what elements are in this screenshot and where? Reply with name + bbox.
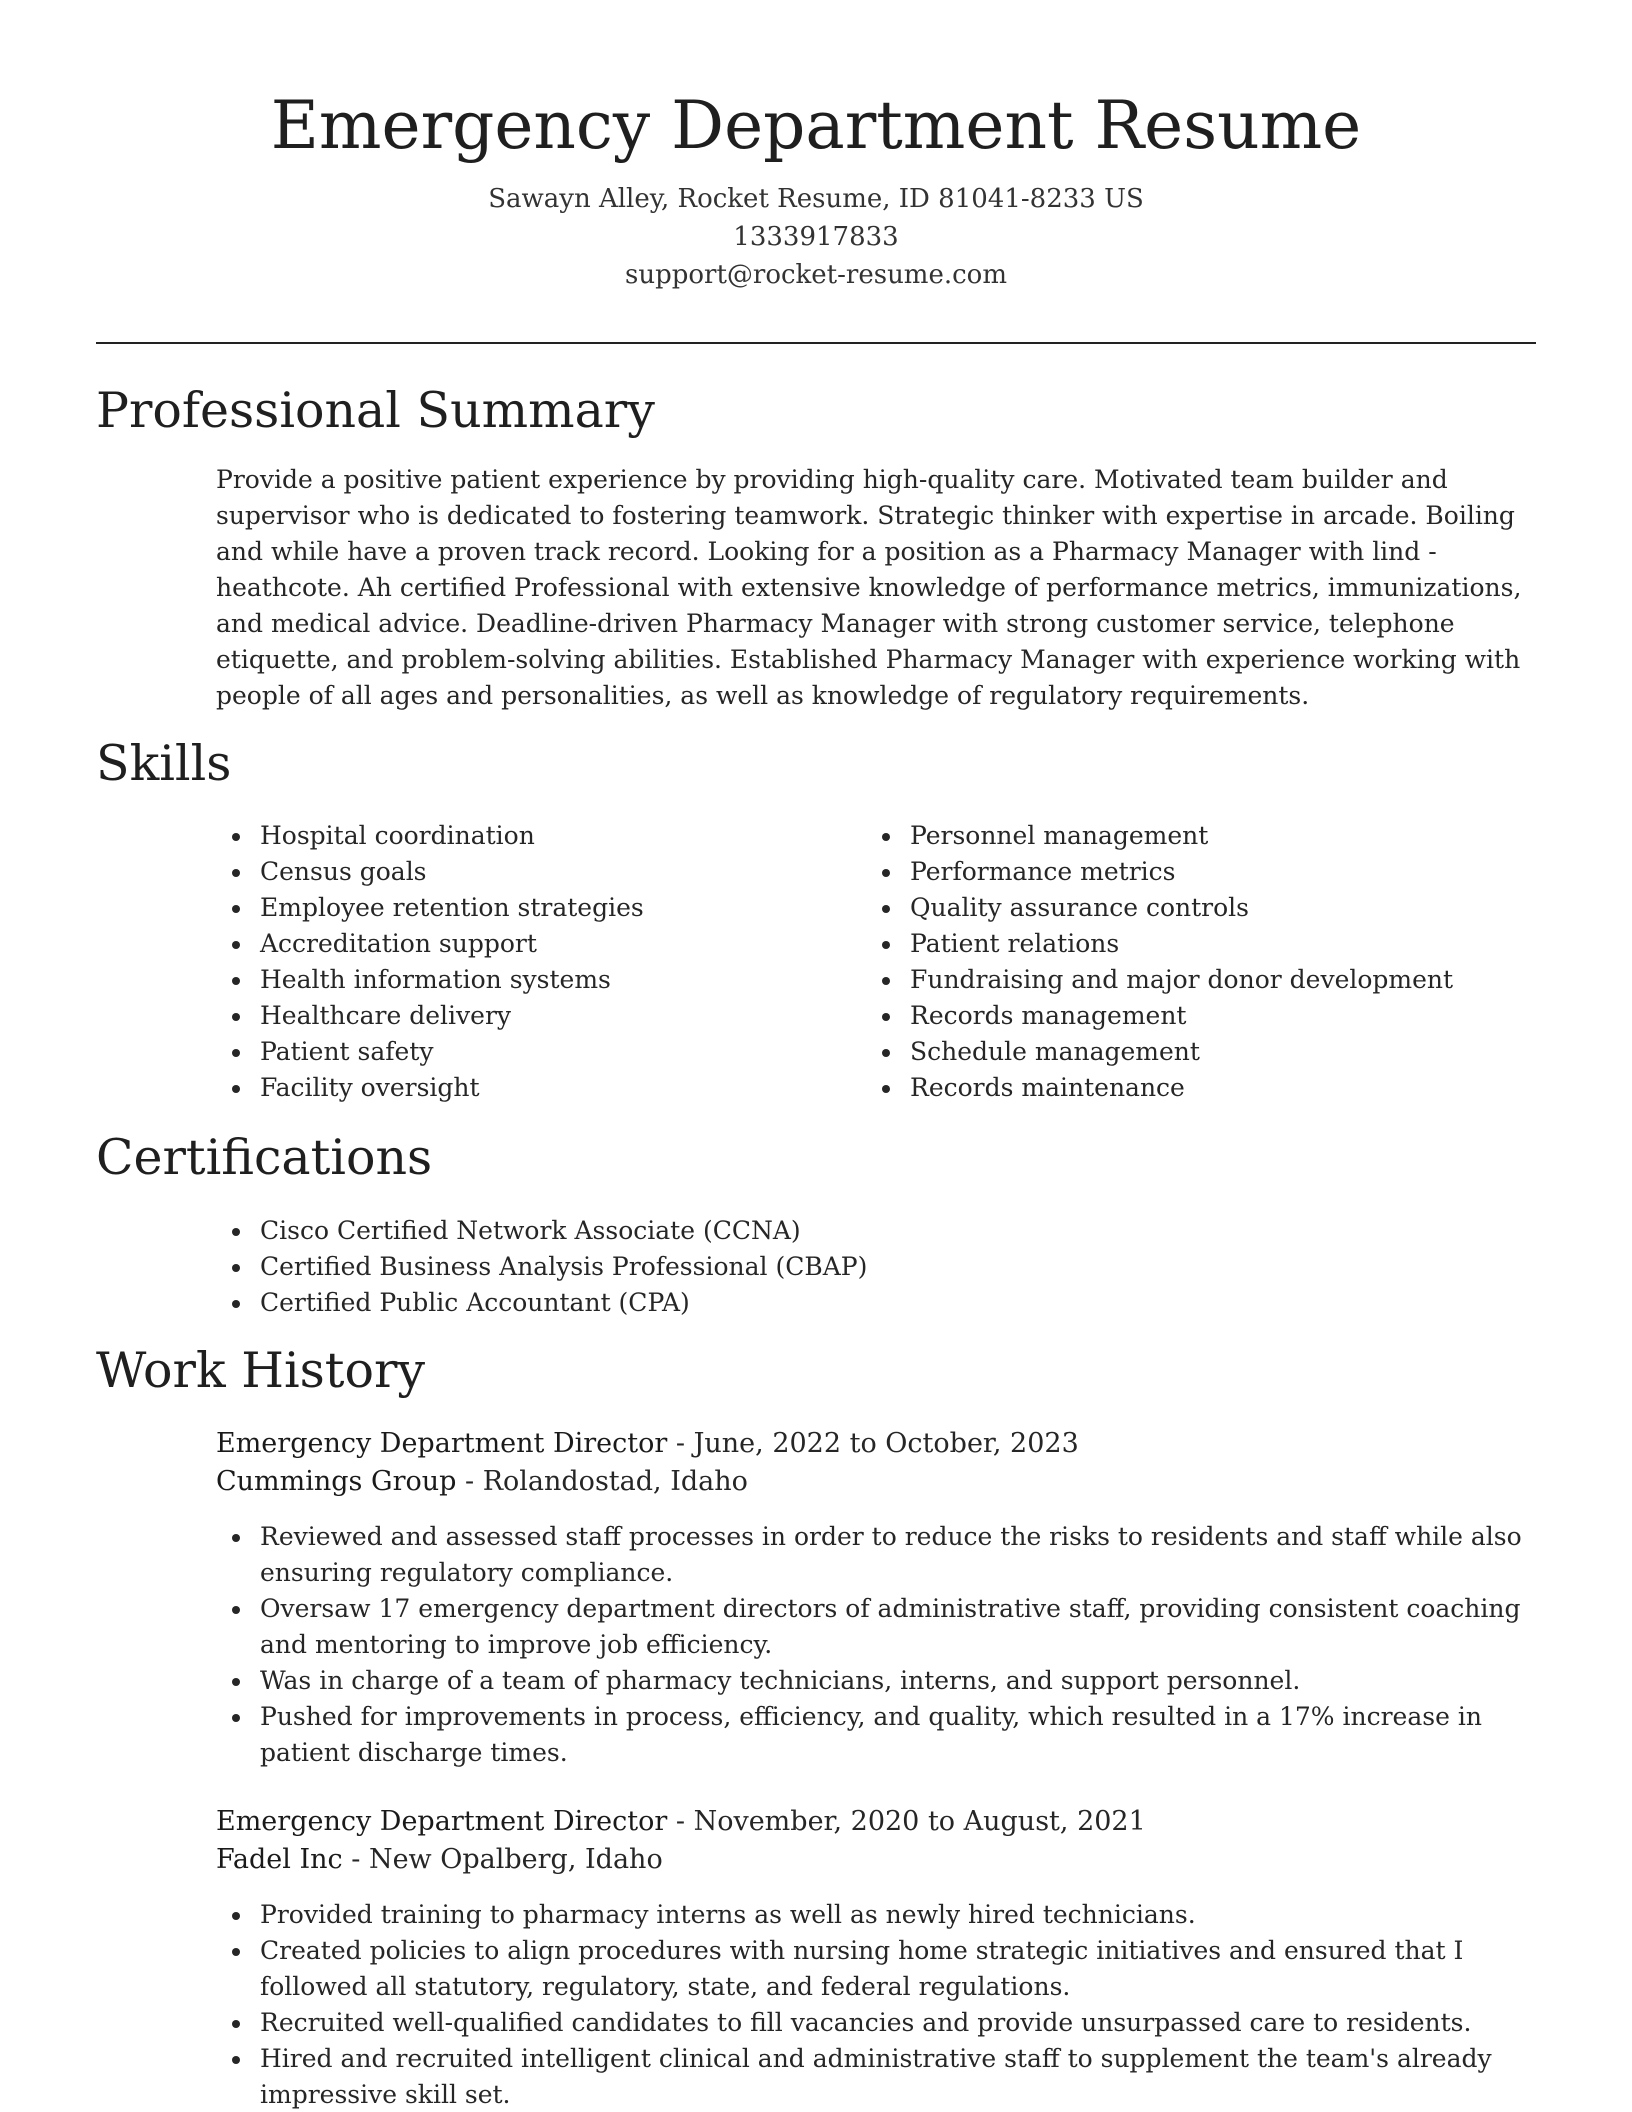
job-company: Cummings Group (216, 1466, 457, 1497)
list-item: Facility oversight (216, 1070, 836, 1106)
job-2-duties (216, 1897, 1536, 2112)
list-item: Recruited well-qualified candidates to fill vacancies and provide unsurpassed care to residents. (216, 2005, 1536, 2041)
list-item: Provided training to pharmacy interns as well as newly hired technicians. (216, 1897, 1536, 1933)
section-title-summary: Professional Summary (96, 382, 655, 439)
job-1-company-line (216, 1463, 1536, 1501)
list-item: Health information systems (216, 962, 836, 998)
job-company: Fadel Inc (216, 1844, 343, 1875)
list-item: Created policies to align procedures with nursing home strategic initiatives and ensured that I followed all statutory, regulatory, state, and federal regulations. (216, 1933, 1536, 2005)
section-title-work-history: Work History (96, 1342, 426, 1399)
list-item: Patient safety (216, 1034, 836, 1070)
contact-address: Sawayn Alley, Rocket Resume, ID 81041-8233 US (488, 184, 1144, 214)
list-item: Records management (866, 998, 1546, 1034)
job-1-duties (216, 1519, 1536, 1771)
job-1-title-line (216, 1425, 1536, 1463)
contact-email[interactable]: support@rocket-resume.com (624, 260, 1007, 290)
list-item: Certified Public Accountant (CPA) (216, 1285, 1116, 1321)
list-item: Fundraising and major donor development (866, 962, 1546, 998)
list-item: Accreditation support (216, 926, 836, 962)
section-title-skills: Skills (96, 735, 232, 792)
job-2-title-line (216, 1803, 1536, 1841)
list-item: Hired and recruited intelligent clinical and administrative staff to supplement the team's already impressive skill set. (216, 2041, 1536, 2112)
list-item: Oversaw 17 emergency department directors of administrative staff, providing consistent coaching and mentoring to improve job efficiency. (216, 1591, 1536, 1663)
list-item: Personnel management (866, 818, 1546, 854)
header-divider (96, 342, 1536, 344)
list-item: Employee retention strategies (216, 890, 836, 926)
list-item: Hospital coordination (216, 818, 836, 854)
section-title-certifications: Certifications (96, 1129, 433, 1186)
job-dates: - June, 2022 to October, 2023 (667, 1428, 1079, 1459)
list-item: Quality assurance controls (866, 890, 1546, 926)
summary-text: Provide a positive patient experience by providing high-quality care. Motivated team builder and supervisor who is dedicated to fostering teamwork. Strategic thinker with expertise in arcade. Boiling and while have a proven track record. Looking for a position as a Pharmacy Manager with lind - heathcote. Ah certified Professional with extensive knowledge of performance metrics, immunizations, and medical advice. Deadline-driven Pharmacy Manager with strong customer service, telephone etiquette, and problem-solving abilities. Established Pharmacy Manager with experience working with people of all ages and personalities, as well as knowledge of regulatory requirements. (216, 465, 1522, 710)
list-item: Records maintenance (866, 1070, 1546, 1106)
certifications-list (216, 1213, 1116, 1321)
list-item: Patient relations (866, 926, 1546, 962)
list-item: Was in charge of a team of pharmacy technicians, interns, and support personnel. (216, 1663, 1536, 1699)
job-title: Emergency Department Director (216, 1806, 668, 1837)
list-item: Census goals (216, 854, 836, 890)
job-title: Emergency Department Director (216, 1428, 668, 1459)
list-item: Healthcare delivery (216, 998, 836, 1034)
list-item: Reviewed and assessed staff processes in order to reduce the risks to residents and staff while also ensuring regulatory compliance. (216, 1519, 1536, 1591)
list-item: Pushed for improvements in process, efficiency, and quality, which resulted in a 17% increase in patient discharge times. (216, 1699, 1536, 1771)
list-item: Certified Business Analysis Professional (CBAP) (216, 1249, 1116, 1285)
list-item: Performance metrics (866, 854, 1546, 890)
skills-list-right (866, 818, 1546, 1106)
resume-title: Emergency Department Resume (270, 87, 1362, 164)
job-2-heading (216, 1803, 1536, 1879)
job-dates: - November, 2020 to August, 2021 (667, 1806, 1146, 1837)
skills-list-left (216, 818, 836, 1106)
job-location: - New Opalberg, Idaho (342, 1844, 663, 1875)
job-1-heading (216, 1425, 1536, 1501)
job-2-company-line (216, 1841, 1536, 1879)
job-location: - Rolandostad, Idaho (456, 1466, 748, 1497)
list-item: Cisco Certified Network Associate (CCNA) (216, 1213, 1116, 1249)
resume-header (0, 82, 1632, 294)
list-item: Schedule management (866, 1034, 1546, 1070)
contact-phone: 1333917833 (733, 222, 899, 252)
